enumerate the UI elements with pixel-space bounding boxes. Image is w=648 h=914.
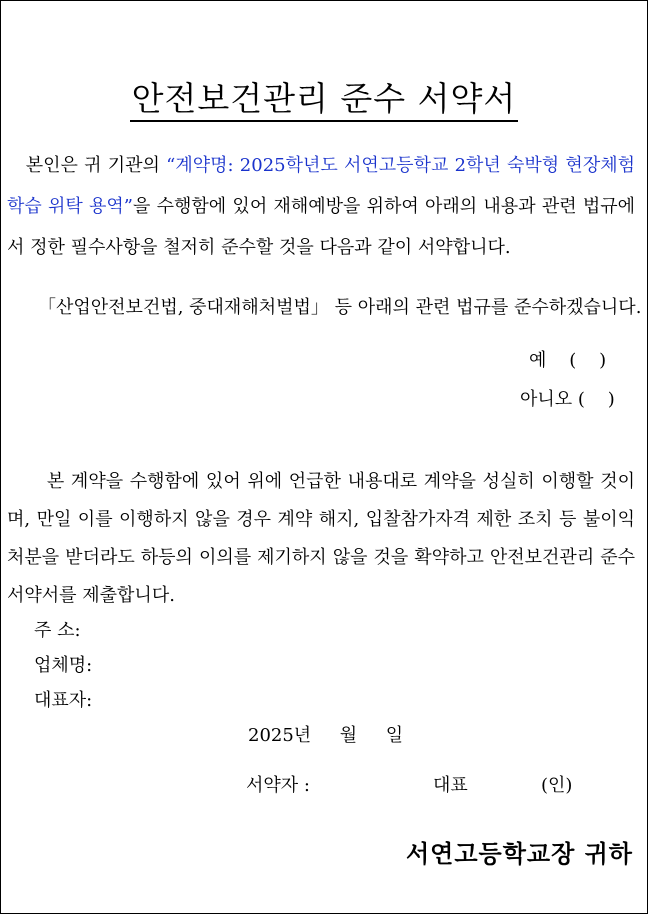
commitment-paragraph [7,463,635,615]
seal-label: (인) [541,775,573,796]
address-field-label: 주 소: [34,620,81,641]
pledge-paragraph [7,145,635,268]
option-yes[interactable]: 예 ( ) [529,350,607,371]
pledge-suffix: 을 수행함에 있어 재해예방을 위하여 아래의 내용과 관련 법규에서 정한 필수사항을 철저히 준수할 것을 다음과 같이 서약합니다. [7,196,635,258]
rep-label: 대표 [433,775,468,796]
document-title [1,73,647,120]
company-field-label: 업체명: [34,655,93,676]
option-no[interactable]: 아니오 ( ) [520,389,615,410]
date-line: 2025년 월 일 [248,725,404,746]
representative-field-label: 대표자: [34,690,93,711]
pledge-prefix: 본인은 귀 기관의 [25,155,167,176]
law-statement: 「산업안전보건법, 중대재해처벌법」 등 아래의 관련 법규를 준수하겠습니다. [38,297,642,318]
contract-name: “계약명: 2025학년도 서연고등학교 2학년 숙박형 현장체험학습 위탁 용역” [7,155,635,217]
signer-label: 서약자 : [246,775,310,796]
document-title-text: 안전보건관리 준수 서약서 [130,79,519,122]
commitment-text: 본 계약을 수행함에 있어 위에 언급한 내용대로 계약을 성실히 이행할 것이며, 만일 이를 이행하지 않을 경우 계약 해지, 입찰참가자격 제한 조치 등 불이익 처분을 받더라도 하등의 이의를 제기하지 않을 것을 확약하고 안전보건관리 준수 서약서를 제출합니다. [7,471,635,606]
recipient-line: 서연고등학교장 귀하 [405,839,633,868]
